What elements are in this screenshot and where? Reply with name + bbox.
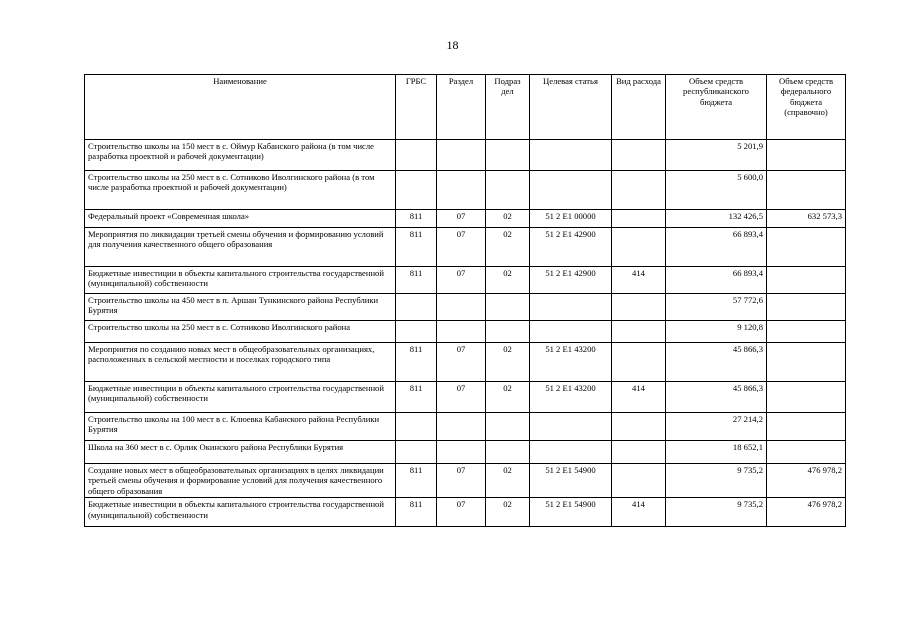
- cell-republic: 5 600,0: [666, 171, 767, 210]
- table-row: [85, 267, 846, 294]
- cell-name: Бюджетные инвестиции в объекты капитального строительства государственной (муниципальной) собственности: [85, 382, 396, 413]
- cell-republic: 5 201,9: [666, 140, 767, 171]
- cell-republic: 27 214,2: [666, 413, 767, 441]
- cell-republic: 66 893,4: [666, 228, 767, 267]
- cell-vid: [612, 464, 666, 498]
- header-grbs: ГРБС: [396, 75, 437, 140]
- cell-grbs: 811: [396, 210, 437, 228]
- cell-target: 51 2 E1 42900: [530, 267, 612, 294]
- cell-federal: [767, 294, 846, 321]
- cell-target: [530, 321, 612, 343]
- cell-razdel: 07: [437, 343, 486, 382]
- cell-name: Федеральный проект «Современная школа»: [85, 210, 396, 228]
- cell-name: Школа на 360 мест в с. Орлик Окинского района Республики Бурятия: [85, 441, 396, 464]
- cell-republic: 18 652,1: [666, 441, 767, 464]
- table-row: [85, 140, 846, 171]
- cell-podrazdel: [486, 441, 530, 464]
- table-row: [85, 464, 846, 498]
- cell-podrazdel: [486, 171, 530, 210]
- header-name: Наименование: [85, 75, 396, 140]
- cell-podrazdel: 02: [486, 464, 530, 498]
- cell-razdel: 07: [437, 228, 486, 267]
- cell-republic: 132 426,5: [666, 210, 767, 228]
- cell-grbs: 811: [396, 382, 437, 413]
- table-row: [85, 228, 846, 267]
- budget-table: [84, 74, 846, 527]
- cell-target: 51 2 E1 42900: [530, 228, 612, 267]
- cell-podrazdel: 02: [486, 210, 530, 228]
- cell-razdel: [437, 321, 486, 343]
- cell-name: Строительство школы на 100 мест в с. Клюевка Кабанского района Республики Бурятия: [85, 413, 396, 441]
- table-header-row: [85, 75, 846, 140]
- cell-grbs: [396, 413, 437, 441]
- table-row: [85, 321, 846, 343]
- cell-podrazdel: 02: [486, 382, 530, 413]
- cell-target: [530, 413, 612, 441]
- cell-vid: 414: [612, 498, 666, 527]
- cell-podrazdel: 02: [486, 267, 530, 294]
- cell-target: [530, 441, 612, 464]
- cell-razdel: [437, 413, 486, 441]
- cell-vid: [612, 171, 666, 210]
- header-podrazdel: Подраз дел: [486, 75, 530, 140]
- cell-vid: [612, 210, 666, 228]
- cell-name: Строительство школы на 250 мест в с. Сотниково Иволгинского района (в том числе разработка проектной и рабочей документации): [85, 171, 396, 210]
- cell-podrazdel: [486, 140, 530, 171]
- cell-razdel: 07: [437, 210, 486, 228]
- cell-target: 51 2 E1 43200: [530, 382, 612, 413]
- cell-razdel: [437, 140, 486, 171]
- cell-grbs: [396, 140, 437, 171]
- cell-name: Мероприятия по ликвидации третьей смены обучения и формированию условий для получения качественного общего образования: [85, 228, 396, 267]
- cell-vid: 414: [612, 267, 666, 294]
- cell-grbs: 811: [396, 343, 437, 382]
- cell-razdel: 07: [437, 498, 486, 527]
- cell-grbs: 811: [396, 464, 437, 498]
- cell-vid: [612, 413, 666, 441]
- cell-vid: 414: [612, 382, 666, 413]
- table-row: [85, 498, 846, 527]
- cell-target: 51 2 E1 54900: [530, 464, 612, 498]
- cell-vid: [612, 441, 666, 464]
- cell-razdel: 07: [437, 464, 486, 498]
- table-row: [85, 171, 846, 210]
- table-row: [85, 441, 846, 464]
- cell-target: 51 2 E1 54900: [530, 498, 612, 527]
- cell-target: [530, 171, 612, 210]
- cell-razdel: 07: [437, 382, 486, 413]
- cell-grbs: 811: [396, 228, 437, 267]
- cell-name: Бюджетные инвестиции в объекты капитального строительства государственной (муниципальной) собственности: [85, 498, 396, 527]
- table-row: [85, 294, 846, 321]
- cell-federal: 476 978,2: [767, 464, 846, 498]
- cell-federal: [767, 140, 846, 171]
- cell-podrazdel: 02: [486, 343, 530, 382]
- cell-target: 51 2 E1 43200: [530, 343, 612, 382]
- header-razdel: Раздел: [437, 75, 486, 140]
- cell-podrazdel: [486, 321, 530, 343]
- header-republic: Объем средств республиканского бюджета: [666, 75, 767, 140]
- cell-federal: [767, 343, 846, 382]
- cell-target: [530, 140, 612, 171]
- cell-razdel: [437, 294, 486, 321]
- cell-podrazdel: 02: [486, 498, 530, 527]
- table-row: [85, 343, 846, 382]
- cell-republic: 9 735,2: [666, 498, 767, 527]
- cell-name: Создание новых мест в общеобразовательных организациях в целях ликвидации третьей смены обучения и формирование условий для получения качественного общего образования: [85, 464, 396, 498]
- cell-vid: [612, 343, 666, 382]
- cell-podrazdel: [486, 294, 530, 321]
- cell-republic: 45 866,3: [666, 343, 767, 382]
- cell-name: Бюджетные инвестиции в объекты капитального строительства государственной (муниципальной) собственности: [85, 267, 396, 294]
- cell-vid: [612, 228, 666, 267]
- cell-grbs: [396, 321, 437, 343]
- cell-podrazdel: 02: [486, 228, 530, 267]
- header-federal: Объем средств федерального бюджета (справочно): [767, 75, 846, 140]
- cell-target: [530, 294, 612, 321]
- cell-federal: 632 573,3: [767, 210, 846, 228]
- page-number: 18: [446, 38, 459, 52]
- cell-razdel: 07: [437, 267, 486, 294]
- cell-vid: [612, 140, 666, 171]
- table-row: [85, 413, 846, 441]
- cell-vid: [612, 294, 666, 321]
- cell-grbs: [396, 171, 437, 210]
- cell-federal: [767, 382, 846, 413]
- cell-federal: [767, 321, 846, 343]
- table-row: [85, 210, 846, 228]
- header-vid: Вид расхода: [612, 75, 666, 140]
- cell-name: Строительство школы на 150 мест в с. Оймур Кабанского района (в том числе разработка проектной и рабочей документации): [85, 140, 396, 171]
- header-target: Целевая статья: [530, 75, 612, 140]
- cell-republic: 66 893,4: [666, 267, 767, 294]
- cell-grbs: 811: [396, 267, 437, 294]
- cell-grbs: 811: [396, 498, 437, 527]
- cell-republic: 9 120,8: [666, 321, 767, 343]
- cell-republic: 45 866,3: [666, 382, 767, 413]
- table-body: [85, 140, 846, 527]
- cell-vid: [612, 321, 666, 343]
- cell-razdel: [437, 171, 486, 210]
- cell-federal: [767, 267, 846, 294]
- cell-target: 51 2 E1 00000: [530, 210, 612, 228]
- cell-podrazdel: [486, 413, 530, 441]
- cell-name: Мероприятия по созданию новых мест в общеобразовательных организациях, расположенных в сельской местности и поселках городского типа: [85, 343, 396, 382]
- cell-grbs: [396, 294, 437, 321]
- cell-name: Строительство школы на 250 мест в с. Сотниково Иволгинского района: [85, 321, 396, 343]
- table-row: [85, 382, 846, 413]
- cell-federal: [767, 228, 846, 267]
- cell-grbs: [396, 441, 437, 464]
- cell-federal: [767, 171, 846, 210]
- cell-republic: 57 772,6: [666, 294, 767, 321]
- cell-federal: [767, 441, 846, 464]
- cell-republic: 9 735,2: [666, 464, 767, 498]
- cell-name: Строительство школы на 450 мест в п. Аршан Тункинского района Республики Бурятия: [85, 294, 396, 321]
- cell-razdel: [437, 441, 486, 464]
- cell-federal: 476 978,2: [767, 498, 846, 527]
- cell-federal: [767, 413, 846, 441]
